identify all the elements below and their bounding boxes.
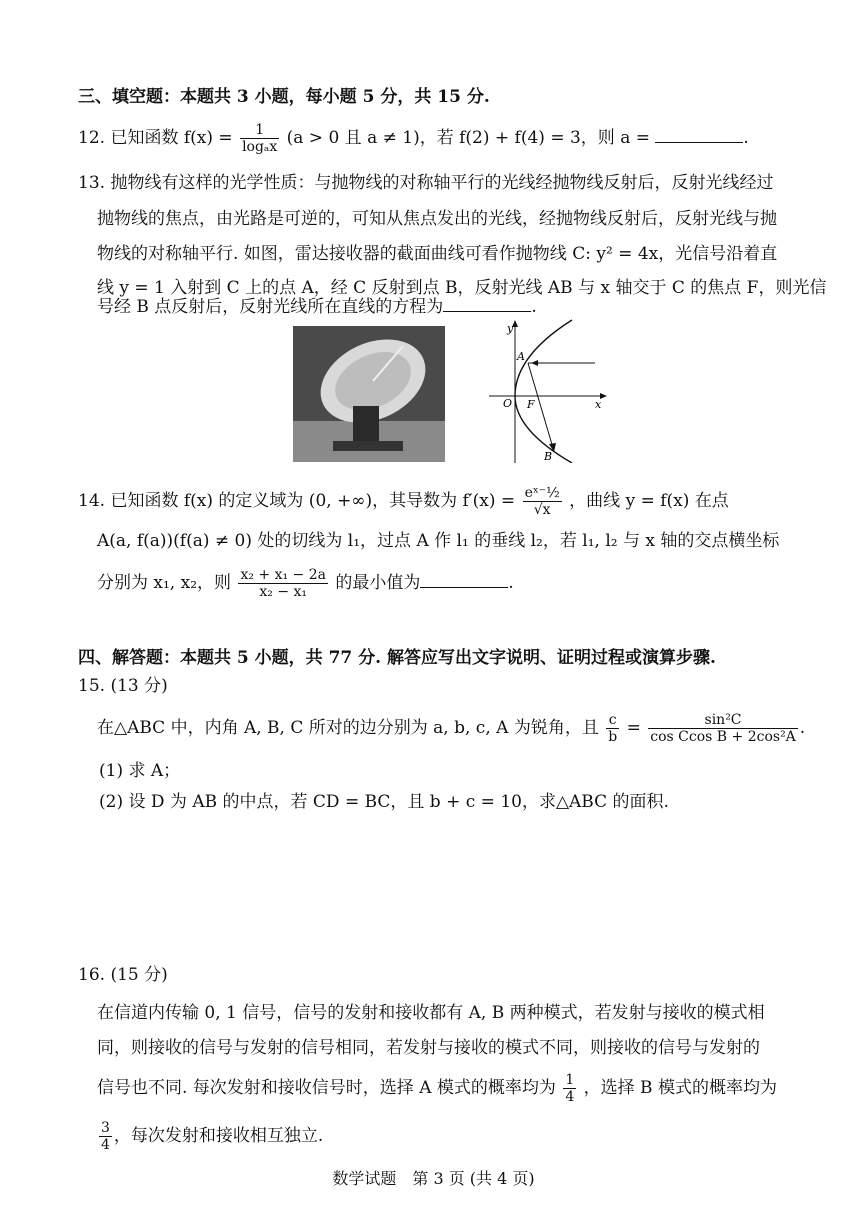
page-footer: 数学试题 第 3 页 (共 4 页) [332,1169,535,1188]
q14-deriv-num: eˣ⁻½ [524,485,560,501]
q16-line-2: 同，则接收的信号与发射的信号相同，若发射与接收的模式不同，则接收的信号与发射的 [97,1038,760,1058]
q16-f2-den: 4 [101,1137,110,1153]
q13-line-3: 物线的对称轴平行. 如图，雷达接收器的截面曲线可看作抛物线 C: y² = 4x，光信号沿着直 [97,244,778,264]
q15-part-2: (2) 设 D 为 AB 的中点，若 CD = BC，且 b + c = 10，求△ABC 的面积. [99,792,669,812]
q15-end: . [799,718,806,738]
q13-line-4: 线 y = 1 入射到 C 上的点 A，经 C 反射到点 B，反射光线 AB 与 x 轴交于 C 的焦点 F，则光信 [97,278,827,298]
q13-line-2: 抛物线的焦点，由光路是可逆的，可知从焦点发出的光线，经抛物线反射后，反射光线与抛 [97,209,777,229]
q16-text-4: ，每次发射和接收相互独立. [113,1126,324,1146]
q12-post: (a > 0 且 a ≠ 1)，若 f(2) + f(4) = 3，则 a = [286,128,650,148]
q13-answer-blank[interactable] [443,297,531,312]
q16-line-3 [97,1072,777,1105]
q14-ratio-fraction [238,567,328,600]
q14-derivative-fraction [523,485,562,518]
parabola-reflection-diagram [487,318,612,463]
q16-f1-den: 4 [565,1089,575,1105]
graph-point-f-label: F [527,398,535,411]
q14-text-1b: ，曲线 y = f(x) 在点 [569,491,729,511]
q15-line-1 [97,712,805,745]
q14-line-3 [97,567,514,600]
q15-equals: = [626,718,641,738]
q15-f1-num: c [606,712,619,729]
q14-text-1a: 已知函数 f(x) 的定义域为 (0, +∞)，其导数为 f′(x) = [110,491,516,511]
graph-point-b-label: B [544,450,553,463]
q13-line-5 [97,296,537,318]
q16-line-4 [97,1120,323,1153]
q14-text-3b: 的最小值为 [335,573,421,593]
q12-pre: 已知函数 f(x) = [110,128,233,148]
q15-text-1: 在△ABC 中，内角 A, B, C 所对的边分别为 a, b, c, A 为锐角，且 [97,718,599,738]
q15-f1-den: b [608,729,618,745]
q12-end: . [743,128,749,148]
q13-number: 13. [78,173,106,193]
q12-frac-den: logₐx [242,139,278,155]
q16-fraction-quarter [563,1072,576,1105]
q15-fraction-c-b [606,712,619,745]
q14-deriv-den: √x [533,502,551,518]
q12-number: 12. [78,128,106,148]
q16-line-1: 在信道内传输 0, 1 信号，信号的发射和接收都有 A, B 两种模式，若发射与接收的模式相 [97,1003,765,1023]
q14-ratio-den: x₂ − x₁ [259,584,308,600]
q14-end: . [508,573,514,593]
radar-dish-photo [293,326,445,462]
q12-answer-blank[interactable] [655,128,743,143]
section-3-heading: 三、填空题：本题共 3 小题，每小题 5 分，共 15 分. [78,87,490,107]
q15-heading: 15. (13 分) [78,676,168,696]
q15-f2-den: cos Ccos B + 2cos²A [650,729,796,745]
q13-end: . [531,297,537,317]
q13-text-5: 号经 B 点反射后，反射光线所在直线的方程为 [97,297,444,317]
question-12 [78,122,749,155]
q16-fraction-three-quarters [99,1120,112,1153]
q16-f2-num: 3 [101,1120,110,1136]
section-4-heading: 四、解答题：本题共 5 小题，共 77 分. 解答应写出文字说明、证明过程或演算步骤. [78,648,716,668]
q13-line-1 [78,172,773,194]
graph-point-a-label: A [517,350,525,363]
q14-ratio-num: x₂ + x₁ − 2a [240,567,326,583]
q16-heading: 16. (15 分) [78,965,168,985]
q14-answer-blank[interactable] [420,573,508,588]
q15-part-1: (1) 求 A； [99,761,181,781]
q15-fraction-sin [648,712,798,745]
q12-frac-num: 1 [240,122,279,139]
q14-line-2: A(a, f(a))(f(a) ≠ 0) 处的切线为 l₁，过点 A 作 l₁ 的垂线 l₂，若 l₁, l₂ 与 x 轴的交点横坐标 [97,531,780,551]
q16-text-3a: 信号也不同. 每次发射和接收信号时，选择 A 模式的概率均为 [97,1078,556,1098]
q14-number: 14. [78,491,106,511]
q15-f2-num: sin²C [648,712,798,729]
q12-fraction [240,122,279,155]
q13-text-1: 抛物线有这样的光学性质：与抛物线的对称轴平行的光线经抛物线反射后，反射光线经过 [110,173,774,193]
q14-line-1 [78,485,729,518]
graph-y-label: y [507,322,514,335]
q16-f1-num: 1 [565,1072,575,1088]
q14-text-3a: 分别为 x₁, x₂，则 [97,573,232,593]
graph-origin-label: O [503,397,513,410]
graph-x-label: x [595,398,602,411]
q16-text-3b: ，选择 B 模式的概率均为 [583,1078,777,1098]
